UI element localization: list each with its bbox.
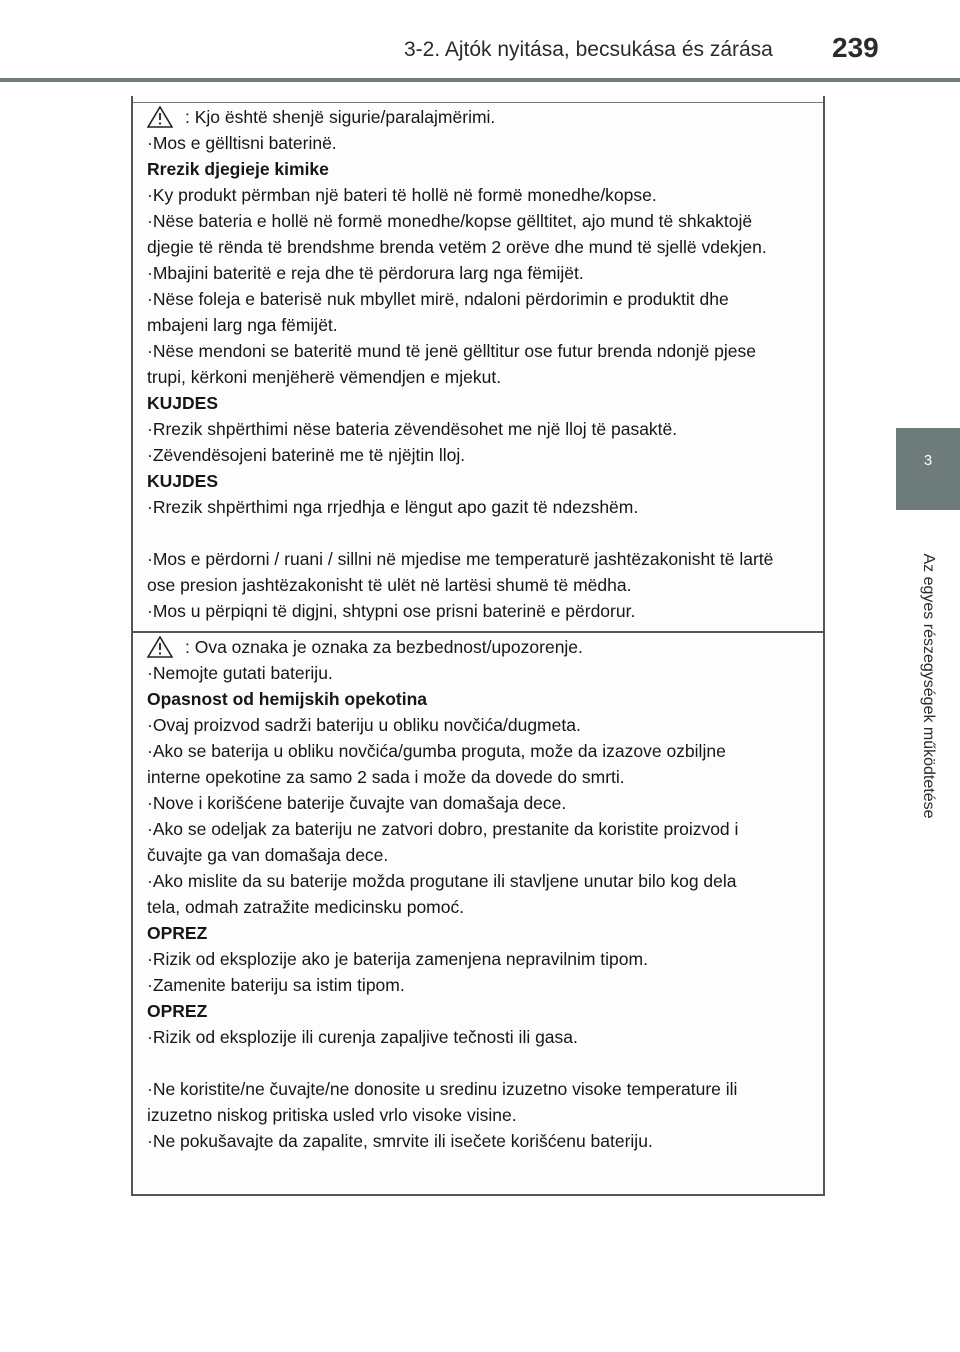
albanian-line-5b: mbajeni larg nga fëmijët. — [147, 315, 338, 335]
albanian-line-2: ·Ky produkt përmban një bateri të hollë në formë monedhe/kopse. — [147, 185, 657, 205]
albanian-line-7: ·Rrezik shpërthimi nëse bateria zëvendësohet me një lloj të pasaktë. — [147, 419, 678, 439]
serbian-line-5b: čuvajte ga van domašaja dece. — [147, 845, 389, 865]
albanian-line-6: ·Nëse mendoni se bateritë mund të jenë gëlltitur ose futur brenda ndonjë pjese — [147, 341, 756, 361]
scanned-label-panel — [131, 96, 825, 1196]
albanian-line-9: ·Rrezik shpërthimi nga rrjedhja e lëngut apo gazit të ndezshëm. — [147, 497, 639, 517]
serbian-line-9: ·Rizik od eksplozije ili curenja zapaljive tečnosti ili gasa. — [147, 1027, 578, 1047]
serbian-line-2: ·Ovaj proizvod sadrži bateriju u obliku novčića/dugmeta. — [147, 715, 581, 735]
warning-triangle-icon — [147, 636, 173, 658]
albanian-heading-caution-1: KUJDES — [147, 393, 218, 413]
albanian-heading-chemical: Rrezik djegieje kimike — [147, 159, 329, 179]
chapter-number: 3 — [923, 452, 933, 469]
albanian-line-11: ·Mos u përpiqni të digjni, shtypni ose prisni baterinë e përdorur. — [147, 601, 636, 621]
albanian-warning-section — [147, 104, 813, 624]
page-number: 239 — [832, 32, 879, 63]
albanian-line-10: ·Mos e përdorni / ruani / sillni në mjedise me temperaturë jashtëzakonisht të lartë — [147, 549, 774, 569]
serbian-line-3: ·Ako se baterija u obliku novčića/gumba proguta, može da izazove ozbiljne — [147, 741, 726, 761]
albanian-line-10b: ose presion jashtëzakonisht të ulët në lartësi shumë të mëdha. — [147, 575, 632, 595]
serbian-heading-chemical: Opasnost od hemijskih opekotina — [147, 689, 428, 709]
panel-top-line — [133, 102, 823, 103]
albanian-heading-caution-2: KUJDES — [147, 471, 218, 491]
warning-triangle-icon — [147, 106, 173, 128]
serbian-heading-caution-1: OPREZ — [147, 923, 208, 943]
serbian-line-8: ·Zamenite bateriju sa istim tipom. — [147, 975, 405, 995]
albanian-line-5: ·Nëse foleja e baterisë nuk mbyllet mirë, ndaloni përdorimin e produktit dhe — [147, 289, 729, 309]
albanian-line-3: ·Nëse bateria e hollë në formë monedhe/kopse gëlltitet, ajo mund të shkaktojë — [147, 211, 753, 231]
albanian-line-8: ·Zëvendësojeni baterinë me të njëjtin lloj. — [147, 445, 466, 465]
header-rule — [0, 78, 960, 82]
serbian-heading-caution-2: OPREZ — [147, 1001, 208, 1021]
serbian-line-11: ·Ne pokušavajte da zapalite, smrvite ili isečete korišćenu bateriju. — [147, 1131, 653, 1151]
serbian-line-5: ·Ako se odeljak za bateriju ne zatvori dobro, prestanite da koristite proizvod i — [147, 819, 739, 839]
serbian-line-6b: tela, odmah zatražite medicinsku pomoć. — [147, 897, 465, 917]
serbian-line-4: ·Nove i korišćene baterije čuvajte van domašaja dece. — [147, 793, 567, 813]
page-header-title: 3-2. Ajtók nyitása, becsukása és zárása — [404, 38, 773, 61]
albanian-line-6b: trupi, kërkoni menjëherë vëmendjen e mjekut. — [147, 367, 502, 387]
serbian-warning-section — [147, 634, 813, 1154]
albanian-line-3b: djegie të rënda të brendshme brenda vetëm 2 orëve dhe mund të sjellë vdekjen. — [147, 237, 767, 257]
serbian-line-3b: interne opekotine za samo 2 sada i može da dovede do smrti. — [147, 767, 625, 787]
serbian-line-1: ·Nemojte gutati bateriju. — [147, 663, 333, 683]
albanian-line-1: ·Mos e gëlltisni baterinë. — [147, 133, 337, 153]
section-divider — [131, 631, 825, 633]
serbian-line-7: ·Rizik od eksplozije ako je baterija zamenjena nepravilnim tipom. — [147, 949, 648, 969]
albanian-spacer — [147, 520, 813, 546]
serbian-line-10b: izuzetno niskog pritiska usled vrlo visoke visine. — [147, 1105, 517, 1125]
serbian-spacer — [147, 1050, 813, 1076]
serbian-line-10: ·Ne koristite/ne čuvajte/ne donosite u sredinu izuzetno visoke temperature ili — [147, 1079, 738, 1099]
albanian-intro-line — [147, 104, 813, 130]
chapter-title: Az egyes részegységek működtetése — [920, 553, 937, 819]
serbian-intro-line — [147, 634, 813, 660]
albanian-intro: : Kjo është shenjë sigurie/paralajmërimi. — [185, 107, 496, 127]
serbian-intro: : Ova oznaka je oznaka za bezbednost/upozorenje. — [185, 637, 583, 657]
albanian-line-4: ·Mbajini bateritë e reja dhe të përdorura larg nga fëmijët. — [147, 263, 584, 283]
chapter-tab — [896, 428, 960, 510]
serbian-line-6: ·Ako mislite da su baterije možda progutane ili stavljene unutar bilo kog dela — [147, 871, 737, 891]
